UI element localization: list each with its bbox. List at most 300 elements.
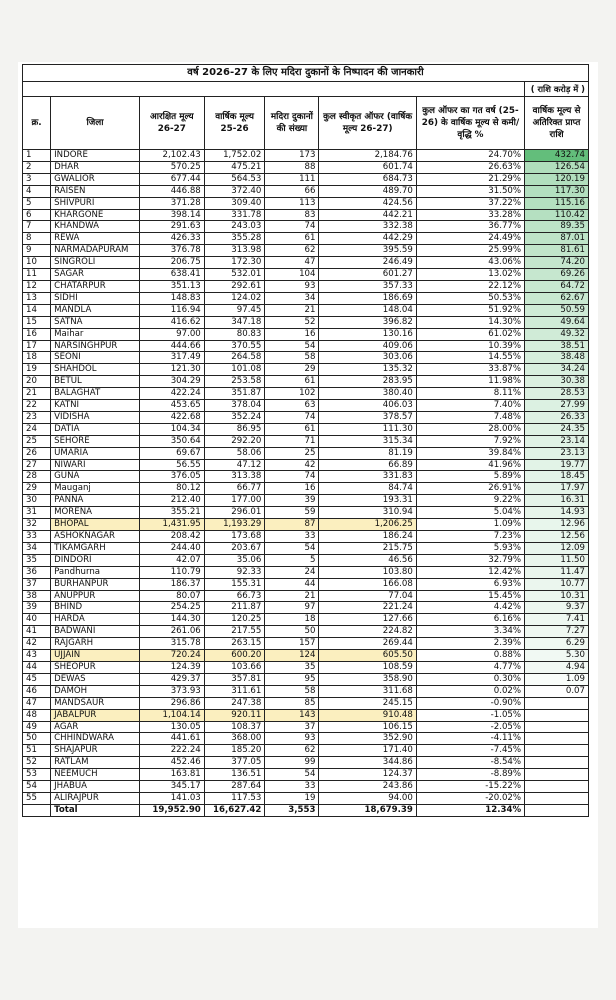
cell-district: BETUL bbox=[51, 376, 140, 388]
cell-extra-amount: 12.96 bbox=[525, 519, 589, 531]
cell-serial: 23 bbox=[23, 411, 51, 423]
cell-shop-count: 62 bbox=[265, 245, 319, 257]
cell-shop-count: 3,553 bbox=[265, 804, 319, 816]
cell-serial: 15 bbox=[23, 316, 51, 328]
table-row bbox=[23, 483, 589, 495]
cell-total-offer: 108.59 bbox=[319, 661, 416, 673]
cell-change-percent: 3.34% bbox=[416, 626, 524, 638]
table-row bbox=[23, 757, 589, 769]
cell-extra-amount bbox=[525, 745, 589, 757]
cell-serial: 21 bbox=[23, 388, 51, 400]
cell-reserve-price: 446.88 bbox=[139, 185, 204, 197]
cell-shop-count: 54 bbox=[265, 340, 319, 352]
cell-district: CHHINDWARA bbox=[51, 733, 140, 745]
cell-annual-value: 243.03 bbox=[204, 221, 265, 233]
cell-reserve-price: 80.12 bbox=[139, 483, 204, 495]
cell-reserve-price: 208.42 bbox=[139, 531, 204, 543]
cell-annual-value: 58.06 bbox=[204, 447, 265, 459]
table-row bbox=[23, 554, 589, 566]
cell-change-percent: 7.40% bbox=[416, 400, 524, 412]
cell-change-percent: 37.22% bbox=[416, 197, 524, 209]
cell-serial: 47 bbox=[23, 697, 51, 709]
table-row bbox=[23, 661, 589, 673]
cell-total-offer: 601.27 bbox=[319, 269, 416, 281]
cell-extra-amount bbox=[525, 792, 589, 804]
cell-reserve-price: 130.05 bbox=[139, 721, 204, 733]
cell-shop-count: 35 bbox=[265, 661, 319, 673]
cell-serial: 40 bbox=[23, 614, 51, 626]
cell-extra-amount: 5.30 bbox=[525, 650, 589, 662]
cell-total-offer: 221.24 bbox=[319, 602, 416, 614]
cell-extra-amount: 16.31 bbox=[525, 495, 589, 507]
cell-district: TIKAMGARH bbox=[51, 542, 140, 554]
cell-total-offer: 357.33 bbox=[319, 280, 416, 292]
cell-change-percent: 8.11% bbox=[416, 388, 524, 400]
cell-district: DINDORI bbox=[51, 554, 140, 566]
cell-annual-value: 80.83 bbox=[204, 328, 265, 340]
cell-total-offer: 186.24 bbox=[319, 531, 416, 543]
cell-reserve-price: 398.14 bbox=[139, 209, 204, 221]
cell-district: BHIND bbox=[51, 602, 140, 614]
cell-extra-amount: 30.38 bbox=[525, 376, 589, 388]
cell-change-percent: 14.30% bbox=[416, 316, 524, 328]
cell-annual-value: 292.20 bbox=[204, 435, 265, 447]
cell-reserve-price: 720.24 bbox=[139, 650, 204, 662]
cell-annual-value: 92.33 bbox=[204, 566, 265, 578]
cell-extra-amount: 0.07 bbox=[525, 685, 589, 697]
cell-shop-count: 62 bbox=[265, 745, 319, 757]
header-extra-amount: वार्षिक मूल्य से अतिरिक्त प्राप्त राशि bbox=[525, 97, 589, 150]
cell-total-offer: 245.15 bbox=[319, 697, 416, 709]
cell-reserve-price: 148.83 bbox=[139, 292, 204, 304]
cell-extra-amount: 28.53 bbox=[525, 388, 589, 400]
cell-extra-amount: 7.41 bbox=[525, 614, 589, 626]
cell-annual-value: 172.30 bbox=[204, 257, 265, 269]
cell-shop-count: 58 bbox=[265, 352, 319, 364]
cell-total-offer: 215.75 bbox=[319, 542, 416, 554]
table-row bbox=[23, 423, 589, 435]
cell-annual-value: 347.18 bbox=[204, 316, 265, 328]
cell-reserve-price: 97.00 bbox=[139, 328, 204, 340]
cell-district: Mauganj bbox=[51, 483, 140, 495]
cell-reserve-price: 124.39 bbox=[139, 661, 204, 673]
cell-extra-amount: 69.26 bbox=[525, 269, 589, 281]
cell-extra-amount: 115.16 bbox=[525, 197, 589, 209]
cell-annual-value: 217.55 bbox=[204, 626, 265, 638]
cell-shop-count: 66 bbox=[265, 185, 319, 197]
cell-total-offer: 103.80 bbox=[319, 566, 416, 578]
cell-reserve-price: 345.17 bbox=[139, 781, 204, 793]
cell-annual-value: 155.31 bbox=[204, 578, 265, 590]
cell-district: CHATARPUR bbox=[51, 280, 140, 292]
table-row bbox=[23, 364, 589, 376]
table-row bbox=[23, 602, 589, 614]
table-row bbox=[23, 245, 589, 257]
cell-extra-amount: 34.24 bbox=[525, 364, 589, 376]
cell-change-percent: 36.77% bbox=[416, 221, 524, 233]
cell-change-percent: 12.42% bbox=[416, 566, 524, 578]
cell-total-offer: 171.40 bbox=[319, 745, 416, 757]
cell-reserve-price: 163.81 bbox=[139, 769, 204, 781]
cell-shop-count: 59 bbox=[265, 507, 319, 519]
cell-shop-count: 52 bbox=[265, 316, 319, 328]
cell-annual-value: 211.87 bbox=[204, 602, 265, 614]
cell-district: SHIVPURI bbox=[51, 197, 140, 209]
cell-annual-value: 355.28 bbox=[204, 233, 265, 245]
cell-change-percent: 0.30% bbox=[416, 673, 524, 685]
table-row bbox=[23, 578, 589, 590]
cell-serial: 46 bbox=[23, 685, 51, 697]
cell-total-offer: 148.04 bbox=[319, 304, 416, 316]
cell-district: Maihar bbox=[51, 328, 140, 340]
cell-district: SHAHDOL bbox=[51, 364, 140, 376]
cell-total-offer: 315.34 bbox=[319, 435, 416, 447]
cell-serial: 20 bbox=[23, 376, 51, 388]
cell-district: NARMADAPURAM bbox=[51, 245, 140, 257]
cell-change-percent: -4.11% bbox=[416, 733, 524, 745]
cell-reserve-price: 222.24 bbox=[139, 745, 204, 757]
cell-shop-count: 21 bbox=[265, 304, 319, 316]
cell-annual-value: 311.61 bbox=[204, 685, 265, 697]
cell-annual-value: 351.87 bbox=[204, 388, 265, 400]
cell-annual-value: 370.55 bbox=[204, 340, 265, 352]
cell-district: JHABUA bbox=[51, 781, 140, 793]
cell-reserve-price: 453.65 bbox=[139, 400, 204, 412]
cell-serial: 54 bbox=[23, 781, 51, 793]
cell-district: AGAR bbox=[51, 721, 140, 733]
cell-total-offer: 331.83 bbox=[319, 471, 416, 483]
cell-change-percent: 33.87% bbox=[416, 364, 524, 376]
cell-serial: 53 bbox=[23, 769, 51, 781]
cell-district: SAGAR bbox=[51, 269, 140, 281]
cell-district: BURHANPUR bbox=[51, 578, 140, 590]
cell-district: UMARIA bbox=[51, 447, 140, 459]
cell-total-offer: 269.44 bbox=[319, 638, 416, 650]
cell-extra-amount bbox=[525, 709, 589, 721]
cell-extra-amount: 17.97 bbox=[525, 483, 589, 495]
cell-change-percent: 2.39% bbox=[416, 638, 524, 650]
cell-serial: 43 bbox=[23, 650, 51, 662]
cell-change-percent: 21.29% bbox=[416, 173, 524, 185]
cell-extra-amount: 74.20 bbox=[525, 257, 589, 269]
cell-serial: 37 bbox=[23, 578, 51, 590]
cell-serial: 10 bbox=[23, 257, 51, 269]
cell-annual-value: 108.37 bbox=[204, 721, 265, 733]
table-row bbox=[23, 459, 589, 471]
table-row bbox=[23, 161, 589, 173]
cell-shop-count: 16 bbox=[265, 328, 319, 340]
cell-extra-amount: 26.33 bbox=[525, 411, 589, 423]
cell-serial: 38 bbox=[23, 590, 51, 602]
cell-serial: 51 bbox=[23, 745, 51, 757]
cell-change-percent: -1.05% bbox=[416, 709, 524, 721]
cell-change-percent: 5.89% bbox=[416, 471, 524, 483]
cell-change-percent: -8.89% bbox=[416, 769, 524, 781]
cell-total-offer: 2,184.76 bbox=[319, 150, 416, 162]
cell-change-percent: -7.45% bbox=[416, 745, 524, 757]
cell-change-percent: 28.00% bbox=[416, 423, 524, 435]
cell-total-offer: 243.86 bbox=[319, 781, 416, 793]
cell-change-percent: 0.02% bbox=[416, 685, 524, 697]
total-row bbox=[23, 804, 589, 816]
cell-serial: 13 bbox=[23, 292, 51, 304]
cell-reserve-price: 638.41 bbox=[139, 269, 204, 281]
table-row bbox=[23, 400, 589, 412]
cell-change-percent: 32.79% bbox=[416, 554, 524, 566]
table-title: वर्ष 2026-27 के लिए मदिरा दुकानों के निष्पादन की जानकारी bbox=[23, 65, 589, 82]
cell-shop-count: 54 bbox=[265, 769, 319, 781]
cell-reserve-price: 373.93 bbox=[139, 685, 204, 697]
table-row bbox=[23, 316, 589, 328]
cell-total-offer: 310.94 bbox=[319, 507, 416, 519]
cell-extra-amount: 11.50 bbox=[525, 554, 589, 566]
cell-total-offer: 106.15 bbox=[319, 721, 416, 733]
cell-shop-count: 102 bbox=[265, 388, 319, 400]
cell-change-percent: 41.96% bbox=[416, 459, 524, 471]
cell-change-percent: 4.42% bbox=[416, 602, 524, 614]
table-row bbox=[23, 150, 589, 162]
cell-shop-count: 39 bbox=[265, 495, 319, 507]
table-row bbox=[23, 519, 589, 531]
cell-reserve-price: 2,102.43 bbox=[139, 150, 204, 162]
cell-annual-value: 372.40 bbox=[204, 185, 265, 197]
cell-extra-amount: 81.61 bbox=[525, 245, 589, 257]
cell-reserve-price: 104.34 bbox=[139, 423, 204, 435]
cell-change-percent: 4.77% bbox=[416, 661, 524, 673]
cell-change-percent: 15.45% bbox=[416, 590, 524, 602]
table-row bbox=[23, 638, 589, 650]
cell-shop-count: 25 bbox=[265, 447, 319, 459]
cell-reserve-price: 444.66 bbox=[139, 340, 204, 352]
cell-change-percent: 7.48% bbox=[416, 411, 524, 423]
table-row bbox=[23, 292, 589, 304]
cell-extra-amount: 10.77 bbox=[525, 578, 589, 590]
table-row bbox=[23, 507, 589, 519]
cell-shop-count: 95 bbox=[265, 673, 319, 685]
cell-annual-value: 309.40 bbox=[204, 197, 265, 209]
cell-annual-value: 564.53 bbox=[204, 173, 265, 185]
cell-reserve-price: 350.64 bbox=[139, 435, 204, 447]
table-row bbox=[23, 542, 589, 554]
cell-total-offer: 311.68 bbox=[319, 685, 416, 697]
table-row bbox=[23, 471, 589, 483]
cell-district: NARSINGHPUR bbox=[51, 340, 140, 352]
cell-serial: 27 bbox=[23, 459, 51, 471]
cell-district: Total bbox=[51, 804, 140, 816]
cell-annual-value: 600.20 bbox=[204, 650, 265, 662]
cell-reserve-price: 80.07 bbox=[139, 590, 204, 602]
cell-serial: 48 bbox=[23, 709, 51, 721]
cell-total-offer: 378.57 bbox=[319, 411, 416, 423]
header-annual-value: वार्षिक मूल्य 25-26 bbox=[204, 97, 265, 150]
table-row bbox=[23, 495, 589, 507]
cell-annual-value: 292.61 bbox=[204, 280, 265, 292]
cell-extra-amount: 38.51 bbox=[525, 340, 589, 352]
cell-reserve-price: 261.06 bbox=[139, 626, 204, 638]
cell-annual-value: 287.64 bbox=[204, 781, 265, 793]
cell-change-percent: 11.98% bbox=[416, 376, 524, 388]
table-row bbox=[23, 209, 589, 221]
cell-reserve-price: 244.40 bbox=[139, 542, 204, 554]
cell-reserve-price: 376.05 bbox=[139, 471, 204, 483]
cell-district: GUNA bbox=[51, 471, 140, 483]
cell-total-offer: 442.29 bbox=[319, 233, 416, 245]
cell-district: SATNA bbox=[51, 316, 140, 328]
cell-annual-value: 136.51 bbox=[204, 769, 265, 781]
cell-shop-count: 93 bbox=[265, 733, 319, 745]
cell-shop-count: 54 bbox=[265, 542, 319, 554]
cell-shop-count: 47 bbox=[265, 257, 319, 269]
cell-extra-amount: 24.35 bbox=[525, 423, 589, 435]
cell-change-percent: 22.12% bbox=[416, 280, 524, 292]
cell-extra-amount: 432.74 bbox=[525, 150, 589, 162]
cell-total-offer: 246.49 bbox=[319, 257, 416, 269]
cell-shop-count: 24 bbox=[265, 566, 319, 578]
cell-district: SEHORE bbox=[51, 435, 140, 447]
table-row bbox=[23, 328, 589, 340]
table-row bbox=[23, 376, 589, 388]
table-row bbox=[23, 626, 589, 638]
cell-shop-count: 74 bbox=[265, 471, 319, 483]
cell-serial: 16 bbox=[23, 328, 51, 340]
cell-reserve-price: 452.46 bbox=[139, 757, 204, 769]
table-row bbox=[23, 352, 589, 364]
cell-change-percent: 26.91% bbox=[416, 483, 524, 495]
cell-annual-value: 66.77 bbox=[204, 483, 265, 495]
header-serial: क्र. bbox=[23, 97, 51, 150]
cell-extra-amount bbox=[525, 757, 589, 769]
cell-reserve-price: 144.30 bbox=[139, 614, 204, 626]
cell-shop-count: 104 bbox=[265, 269, 319, 281]
cell-district: SHEOPUR bbox=[51, 661, 140, 673]
cell-reserve-price: 1,431.95 bbox=[139, 519, 204, 531]
cell-annual-value: 263.15 bbox=[204, 638, 265, 650]
cell-district: SINGROLI bbox=[51, 257, 140, 269]
cell-extra-amount: 38.48 bbox=[525, 352, 589, 364]
cell-total-offer: 46.56 bbox=[319, 554, 416, 566]
cell-district: UJJAIN bbox=[51, 650, 140, 662]
cell-change-percent: 43.06% bbox=[416, 257, 524, 269]
cell-change-percent: 25.99% bbox=[416, 245, 524, 257]
cell-shop-count: 93 bbox=[265, 280, 319, 292]
table-row bbox=[23, 745, 589, 757]
table-row bbox=[23, 685, 589, 697]
cell-reserve-price: 570.25 bbox=[139, 161, 204, 173]
cell-extra-amount: 87.01 bbox=[525, 233, 589, 245]
cell-district: SHAJAPUR bbox=[51, 745, 140, 757]
cell-reserve-price: 422.24 bbox=[139, 388, 204, 400]
cell-shop-count: 113 bbox=[265, 197, 319, 209]
cell-extra-amount: 23.14 bbox=[525, 435, 589, 447]
cell-total-offer: 81.19 bbox=[319, 447, 416, 459]
cell-shop-count: 87 bbox=[265, 519, 319, 531]
cell-change-percent: 6.16% bbox=[416, 614, 524, 626]
header-district: जिला bbox=[51, 97, 140, 150]
cell-extra-amount: 64.72 bbox=[525, 280, 589, 292]
cell-shop-count: 58 bbox=[265, 685, 319, 697]
cell-total-offer: 344.86 bbox=[319, 757, 416, 769]
header-reserve-price: आरक्षित मूल्य 26-27 bbox=[139, 97, 204, 150]
cell-serial: 8 bbox=[23, 233, 51, 245]
table-row bbox=[23, 269, 589, 281]
cell-change-percent: 14.55% bbox=[416, 352, 524, 364]
header-total-offer: कुल स्वीकृत ऑफर (वार्षिक मूल्य 26-27) bbox=[319, 97, 416, 150]
cell-serial: 14 bbox=[23, 304, 51, 316]
table-row bbox=[23, 257, 589, 269]
cell-reserve-price: 110.79 bbox=[139, 566, 204, 578]
cell-reserve-price: 351.13 bbox=[139, 280, 204, 292]
cell-total-offer: 283.95 bbox=[319, 376, 416, 388]
cell-district: NIWARI bbox=[51, 459, 140, 471]
cell-reserve-price: 1,104.14 bbox=[139, 709, 204, 721]
cell-total-offer: 166.08 bbox=[319, 578, 416, 590]
cell-change-percent: 33.28% bbox=[416, 209, 524, 221]
cell-district: DEWAS bbox=[51, 673, 140, 685]
cell-serial: 22 bbox=[23, 400, 51, 412]
cell-serial: 25 bbox=[23, 435, 51, 447]
cell-reserve-price: 371.28 bbox=[139, 197, 204, 209]
cell-total-offer: 910.48 bbox=[319, 709, 416, 721]
table-row bbox=[23, 697, 589, 709]
cell-reserve-price: 212.40 bbox=[139, 495, 204, 507]
cell-reserve-price: 42.07 bbox=[139, 554, 204, 566]
table-row bbox=[23, 566, 589, 578]
table-row bbox=[23, 173, 589, 185]
cell-annual-value: 1,193.29 bbox=[204, 519, 265, 531]
cell-district: VIDISHA bbox=[51, 411, 140, 423]
cell-serial: 32 bbox=[23, 519, 51, 531]
cell-district: BHOPAL bbox=[51, 519, 140, 531]
cell-extra-amount: 12.09 bbox=[525, 542, 589, 554]
table-row bbox=[23, 673, 589, 685]
cell-change-percent: -2.05% bbox=[416, 721, 524, 733]
cell-reserve-price: 296.86 bbox=[139, 697, 204, 709]
table-row bbox=[23, 411, 589, 423]
cell-reserve-price: 121.30 bbox=[139, 364, 204, 376]
cell-change-percent: 13.02% bbox=[416, 269, 524, 281]
cell-change-percent: 24.49% bbox=[416, 233, 524, 245]
cell-total-offer: 489.70 bbox=[319, 185, 416, 197]
table-row bbox=[23, 197, 589, 209]
cell-serial: 18 bbox=[23, 352, 51, 364]
cell-reserve-price: 291.63 bbox=[139, 221, 204, 233]
cell-shop-count: 143 bbox=[265, 709, 319, 721]
cell-shop-count: 124 bbox=[265, 650, 319, 662]
cell-shop-count: 85 bbox=[265, 697, 319, 709]
cell-district: MORENA bbox=[51, 507, 140, 519]
cell-serial: 50 bbox=[23, 733, 51, 745]
cell-shop-count: 42 bbox=[265, 459, 319, 471]
cell-extra-amount: 120.19 bbox=[525, 173, 589, 185]
cell-serial: 34 bbox=[23, 542, 51, 554]
cell-total-offer: 84.74 bbox=[319, 483, 416, 495]
cell-total-offer: 352.90 bbox=[319, 733, 416, 745]
table-row bbox=[23, 435, 589, 447]
cell-district: DHAR bbox=[51, 161, 140, 173]
cell-extra-amount: 11.47 bbox=[525, 566, 589, 578]
cell-change-percent: 1.09% bbox=[416, 519, 524, 531]
cell-extra-amount bbox=[525, 697, 589, 709]
cell-total-offer: 135.32 bbox=[319, 364, 416, 376]
cell-total-offer: 380.40 bbox=[319, 388, 416, 400]
cell-extra-amount: 49.64 bbox=[525, 316, 589, 328]
cell-extra-amount: 4.94 bbox=[525, 661, 589, 673]
cell-district: MANDSAUR bbox=[51, 697, 140, 709]
cell-annual-value: 296.01 bbox=[204, 507, 265, 519]
cell-reserve-price: 116.94 bbox=[139, 304, 204, 316]
cell-extra-amount: 12.56 bbox=[525, 531, 589, 543]
cell-serial: 3 bbox=[23, 173, 51, 185]
